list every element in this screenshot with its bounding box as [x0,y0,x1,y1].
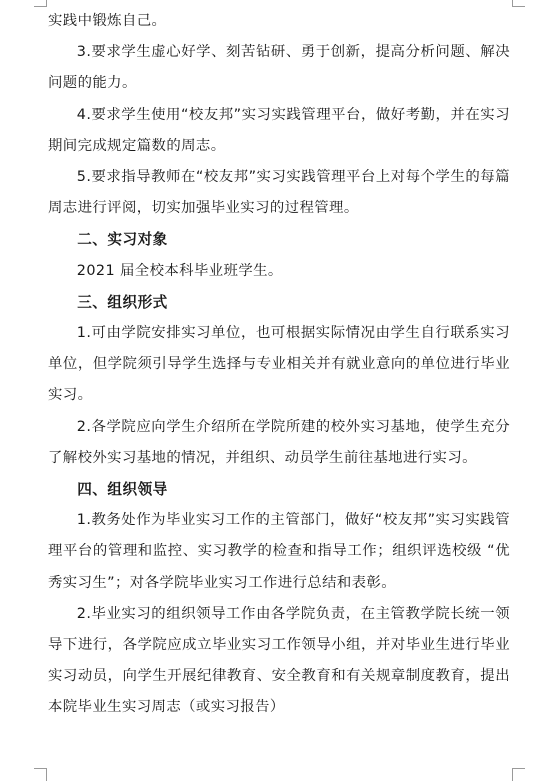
paragraph-continuation: 实践中锻炼自己。 [48,13,167,29]
paragraph-leadership-2: 2.毕业实习的组织领导工作由各学院负责，在主管教学院长统一领导下进行，各学院应成立毕业实习工作领导小组，并对毕业生进行毕业实习动员，向学生开展纪律教育、安全教育和有关规章制度教育，提出本院毕业生实习周志（或实习报告） [48,605,510,716]
paragraph-organization-2: 2.各学院应向学生介绍所在学院所建的校外实习基地，使学生充分了解校外实习基地的情况，并组织、动员学生前往基地进行实习。 [48,418,510,466]
section-heading-targets: 二、实习对象 [77,231,168,249]
section-heading-organization-form: 三、组织形式 [77,293,168,311]
paragraph-targets: 2021 届全校本科毕业班学生。 [76,262,283,279]
paragraph-requirement-4: 4.要求学生使用“校友邦”实习实践管理平台，做好考勤，并在实习期间完成规定篇数的周志。 [48,106,510,154]
crop-mark-top-left [34,0,47,7]
crop-mark-bottom-right [512,768,525,781]
paragraph-leadership-1: 1.教务处作为毕业实习工作的主管部门，做好“校友邦”实习实践管理平台的管理和监控、实习教学的检查和指导工作；组织评选校级 “优秀实习生”；对各学院毕业实习工作进行总结和表彰。 [48,512,510,591]
paragraph-requirement-5: 5.要求指导教师在“校友邦”实习实践管理平台上对每个学生的每篇周志进行评阅，切实加强毕业实习的过程管理。 [48,169,510,217]
paragraph-requirement-3: 3.要求学生虚心好学、刻苦钻研、勇于创新，提高分析问题、解决问题的能力。 [48,44,510,92]
paragraph-organization-1: 1.可由学院安排实习单位，也可根据实际情况由学生自行联系实习单位，但学院须引导学生选择与专业相关并有就业意向的单位进行毕业实习。 [48,325,510,404]
crop-mark-bottom-left [34,768,47,781]
document-body [48,6,510,724]
section-heading-leadership: 四、组织领导 [77,481,168,499]
crop-mark-top-right [512,0,525,7]
